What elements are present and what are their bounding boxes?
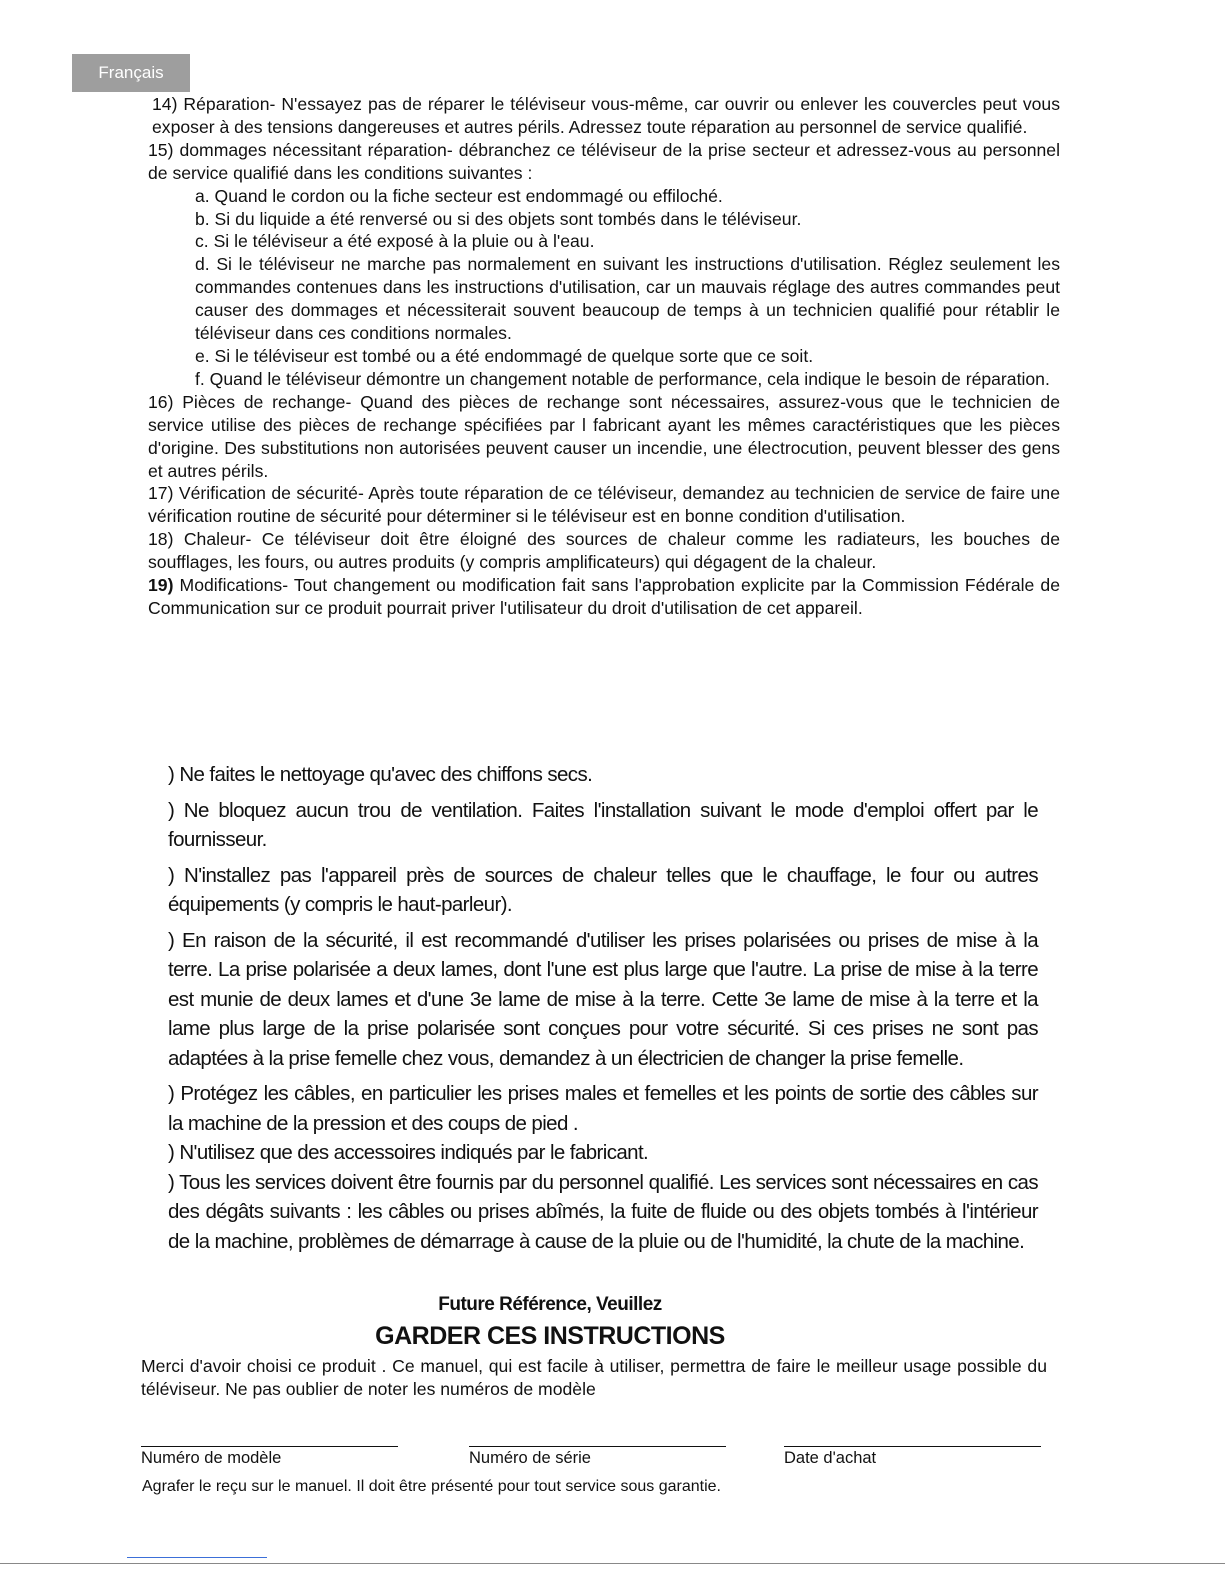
thanks-text: Merci d'avoir choisi ce produit . Ce manuel, qui est facile à utiliser, permettra de faire le meilleur usage possible du téléviseur. Ne pas oublier de noter les numéros de modèle <box>141 1356 1047 1399</box>
note-cables: ) Protégez les câbles, en particulier les prises males et femelles et les points de sortie des câbles sur la machine de la pression et des coups de pied . <box>168 1082 1038 1135</box>
note-services: ) Tous les services doivent être fournis par du personnel qualifié. Les services sont nécessaires en cas des dégâts suivants : les câbles ou prises abîmés, la fuite de fluide ou des objets tombés à l'intérieur de la machine, problèmes de démarrage à cause de la pluie ou de l'humidité, la chute de la machine. <box>168 1170 1038 1253</box>
item-17-safety-check: 17) Vérification de sécurité- Après toute réparation de ce téléviseur, demandez au technicien de service de faire une vérification routine de sécurité pour déterminer si le téléviseur est en bonne condition d'utilisation. <box>148 483 1060 527</box>
item-19-modifications <box>148 574 1060 620</box>
note-cleaning: ) Ne faites le nettoyage qu'avec des chiffons secs. <box>168 763 593 786</box>
thanks-paragraph <box>141 1355 1047 1401</box>
item-15e: e. Si le téléviseur est tombé ou a été endommagé de quelque sorte que ce soit. <box>195 345 814 366</box>
staple-receipt-note: Agrafer le reçu sur le manuel. Il doit être présenté pour tout service sous garantie. <box>142 1478 721 1495</box>
language-tab: Français <box>72 54 190 92</box>
note-accessories: ) N'utilisez que des accessoires indiqués par le fabricant. <box>168 1141 649 1164</box>
purchase-date-field: Date d'achat <box>784 1446 1041 1471</box>
item-15b: b. Si du liquide a été renversé ou si des objets sont tombés dans le téléviseur. <box>195 208 802 229</box>
item-14-repair: 14) Réparation- N'essayez pas de réparer le téléviseur vous-même, car ouvrir ou enlever les couvercles peut vous exposer à des tensions dangereuses et autres périls. Adressez toute réparation au personnel de service qualifié. <box>152 94 1060 137</box>
page-bottom-link-underline <box>127 1557 267 1558</box>
item-19-text: Modifications- Tout changement ou modification fait sans l'approbation explicite par la Commission Fédérale de Communication sur ce produit pourrait priver l'utilisateur du droit d'utilisation de cet appareil. <box>148 575 1060 618</box>
note-heat-sources: ) N'installez pas l'appareil près de sources de chaleur telles que le chauffage, le four ou autres équipements (y compris le haut-parleur). <box>168 863 1038 916</box>
item-15a: a. Quand le cordon ou la fiche secteur est endommagé ou effiloché. <box>195 185 723 206</box>
page-bottom-rule <box>0 1563 1225 1564</box>
item-15f: f. Quand le téléviseur démontre un changement notable de performance, cela indique le besoin de réparation. <box>195 368 1050 389</box>
note-polarized-plug: ) En raison de la sécurité, il est recommandé d'utiliser les prises polarisées ou prises de mise à la terre. La prise polarisée a deux lames, dont l'une est plus large que l'autre. La prise de mise à la terre est munie de deux lames et d'une 3e lame de mise à la terre. Cette 3e lame de mise à la terre et la lame plus large de la prise polarisée sont conçues pour votre sécurité. Si ces prises ne sont pas adaptées à la prise femelle chez vous, demandez à un électricien de changer la prise femelle. <box>168 928 1038 1070</box>
item-15-damage: 15) dommages nécessitant réparation- débranchez ce téléviseur de la prise secteur et adressez-vous au personnel de service qualifié dans les conditions suivantes : <box>148 139 1060 183</box>
serial-number-field: Numéro de série <box>469 1446 726 1471</box>
note-ventilation: ) Ne bloquez aucun trou de ventilation. Faites l'installation suivant le mode d'emploi offert par le fournisseur. <box>168 798 1038 851</box>
item-15d: d. Si le téléviseur ne marche pas normalement en suivant les instructions d'utilisation. Réglez seulement les commandes contenues dans les instructions d'utilisation, car un mauvais réglage des autres commandes peut causer des dommages et nécessiterait souvent beaucoup de temps à un technicien qualifié pour rétablir le téléviseur dans ces conditions normales. <box>195 254 1060 344</box>
item-16-parts: 16) Pièces de rechange- Quand des pièces de rechange sont nécessaires, assurez-vous que le technicien de service utilise des pièces de rechange spécifiées par l fabricant ayant les mêmes caractéristiques que les pièces d'origine. Des substitutions non autorisées peuvent causer un incendie, une électrocution, peuvent blesser des gens et autres périls. <box>148 391 1060 481</box>
item-15c: c. Si le téléviseur a été exposé à la pluie ou à l'eau. <box>195 231 595 252</box>
keep-instructions-title: GARDER CES INSTRUCTIONS <box>375 1322 725 1350</box>
item-19-number: 19) <box>148 575 174 596</box>
model-number-field: Numéro de modèle <box>141 1446 398 1471</box>
safety-instructions <box>148 93 1060 620</box>
additional-notes <box>148 760 1038 1256</box>
future-reference-heading: Future Référence, Veuillez <box>438 1294 662 1315</box>
item-18-heat: 18) Chaleur- Ce téléviseur doit être éloigné des sources de chaleur comme les radiateurs, les bouches de soufflages, les fours, ou autres produits (y compris amplificateurs) qui dégagent de la chaleur. <box>148 529 1060 573</box>
